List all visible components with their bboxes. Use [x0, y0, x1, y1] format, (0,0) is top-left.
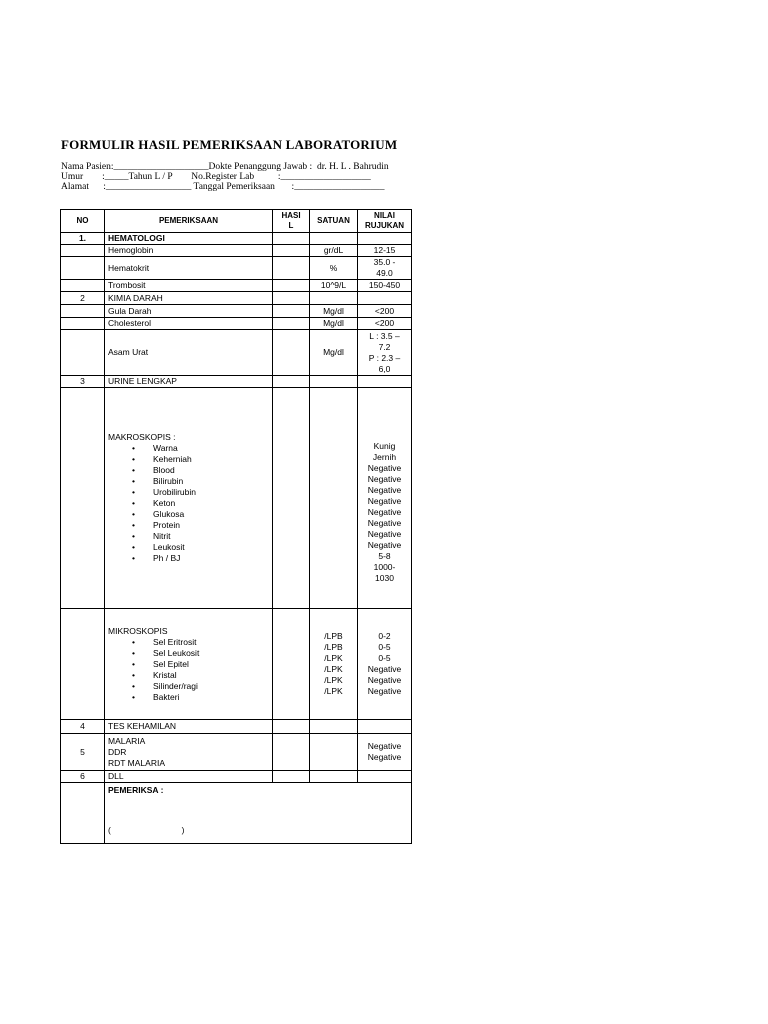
hasil-cell[interactable] — [273, 280, 310, 292]
mikroskopis-label: MIKROSKOPIS — [108, 625, 168, 636]
patient-address-line: Alamat :__________________ Tanggal Pemeriksaan :___________________ — [61, 182, 385, 192]
hasil-cell[interactable] — [273, 720, 310, 734]
test-name: Asam Urat — [105, 330, 273, 376]
hasil-cell[interactable] — [273, 771, 310, 783]
test-name: Hematokrit — [105, 257, 273, 280]
list-item: • Blood — [132, 465, 269, 476]
section-row-hematologi — [61, 233, 412, 245]
table-row — [61, 257, 412, 280]
list-item: • Protein — [132, 520, 269, 531]
satuan-cell: gr/dL — [310, 245, 358, 257]
list-item: • Kristal — [132, 670, 269, 681]
list-item: • Keton — [132, 498, 269, 509]
hasil-cell[interactable] — [273, 257, 310, 280]
section-row-kimia — [61, 292, 412, 305]
patient-age-line: Umur :_____Tahun L / P No.Register Lab :___________________ — [61, 172, 371, 182]
patient-name-line: Nama Pasien:____________________Dokte Penanggung Jawab : dr. H. L . Bahrudin — [61, 162, 389, 172]
section-no: 1. — [61, 233, 105, 245]
satuan-cell: Mg/dl — [310, 305, 358, 318]
section-row-dll — [61, 771, 412, 783]
form-title: FORMULIR HASIL PEMERIKSAAN LABORATORIUM — [61, 137, 398, 152]
hasil-cell[interactable] — [273, 376, 310, 388]
nilai-cell: Negative Negative — [358, 734, 412, 771]
list-item: • Urobilirubin — [132, 487, 269, 498]
pemeriksa-label: PEMERIKSA : — [108, 785, 164, 795]
list-item: • Glukosa — [132, 509, 269, 520]
nilai-cell: <200 — [358, 318, 412, 330]
hasil-cell[interactable] — [273, 318, 310, 330]
hasil-cell[interactable] — [273, 305, 310, 318]
table-row-makroskopis — [61, 388, 412, 609]
table-row — [61, 245, 412, 257]
list-item: • Sel Leukosit — [132, 648, 269, 659]
makroskopis-label: MAKROSKOPIS : — [108, 432, 176, 442]
list-item: • Nitrit — [132, 531, 269, 542]
hasil-cell[interactable] — [273, 388, 310, 609]
satuan-cell: Mg/dl — [310, 330, 358, 376]
list-item: • Sel Epitel — [132, 659, 269, 670]
signature-row — [61, 783, 412, 844]
lab-results-table — [60, 209, 412, 844]
list-item: • Silinder/ragi — [132, 681, 269, 692]
header-hasil: HASI L — [273, 210, 310, 233]
section-row-kehamilan — [61, 720, 412, 734]
nilai-cell: 35.0 - 49.0 — [358, 257, 412, 280]
mikroskopis-cell — [105, 609, 273, 720]
section-no: 4 — [61, 720, 105, 734]
table-header-row — [61, 210, 412, 233]
section-label: URINE LENGKAP — [105, 376, 273, 388]
satuan-cell: % — [310, 257, 358, 280]
hasil-cell[interactable] — [273, 330, 310, 376]
list-item: • Bilirubin — [132, 476, 269, 487]
hasil-cell[interactable] — [273, 292, 310, 305]
header-pemeriksaan: PEMERIKSAAN — [105, 210, 273, 233]
section-label: DLL — [105, 771, 273, 783]
section-label: HEMATOLOGI — [105, 233, 273, 245]
nilai-cell: 12-15 — [358, 245, 412, 257]
list-item: • Ph / BJ — [132, 553, 269, 564]
section-row-malaria — [61, 734, 412, 771]
header-nilai-rujukan: NILAI RUJUKAN — [358, 210, 412, 233]
section-row-urine — [61, 376, 412, 388]
makroskopis-list — [108, 443, 269, 564]
nilai-cell: 0-2 0-5 0-5 Negative Negative Negative — [358, 609, 412, 720]
list-item: • Leukosit — [132, 542, 269, 553]
satuan-cell: /LPB /LPB /LPK /LPK /LPK /LPK — [310, 609, 358, 720]
list-item: • Sel Eritrosit — [132, 637, 269, 648]
section-no: 3 — [61, 376, 105, 388]
table-row — [61, 305, 412, 318]
table-row — [61, 280, 412, 292]
section-no: 2 — [61, 292, 105, 305]
nilai-cell: <200 — [358, 305, 412, 318]
list-item: • Keherniah — [132, 454, 269, 465]
nilai-cell: Kunig Jernih Negative Negative Negative Negative Negative Negative Negative Negative 5-8 1000- 1030 — [358, 388, 412, 609]
hasil-cell[interactable] — [273, 245, 310, 257]
hasil-cell[interactable] — [273, 233, 310, 245]
section-label: TES KEHAMILAN — [105, 720, 273, 734]
section-no: 5 — [61, 734, 105, 771]
nilai-cell: L : 3.5 – 7.2 P : 2.3 – 6,0 — [358, 330, 412, 376]
satuan-cell: 10^9/L — [310, 280, 358, 292]
table-row — [61, 330, 412, 376]
nilai-cell: 150-450 — [358, 280, 412, 292]
malaria-cell: MALARIA DDR RDT MALARIA — [105, 734, 273, 771]
test-name: Hemoglobin — [105, 245, 273, 257]
table-row — [61, 318, 412, 330]
hasil-cell[interactable] — [273, 734, 310, 771]
header-no: NO — [61, 210, 105, 233]
list-item: • Warna — [132, 443, 269, 454]
test-name: Gula Darah — [105, 305, 273, 318]
section-no: 6 — [61, 771, 105, 783]
hasil-cell[interactable] — [273, 609, 310, 720]
test-name: Cholesterol — [105, 318, 273, 330]
mikroskopis-list — [108, 637, 269, 703]
satuan-cell: Mg/dl — [310, 318, 358, 330]
list-item: • Bakteri — [132, 692, 269, 703]
signature-field[interactable]: ( ) — [108, 825, 185, 835]
table-row-mikroskopis — [61, 609, 412, 720]
section-label: KIMIA DARAH — [105, 292, 273, 305]
signature-cell — [105, 783, 412, 844]
test-name: Trombosit — [105, 280, 273, 292]
makroskopis-cell — [105, 388, 273, 609]
header-satuan: SATUAN — [310, 210, 358, 233]
